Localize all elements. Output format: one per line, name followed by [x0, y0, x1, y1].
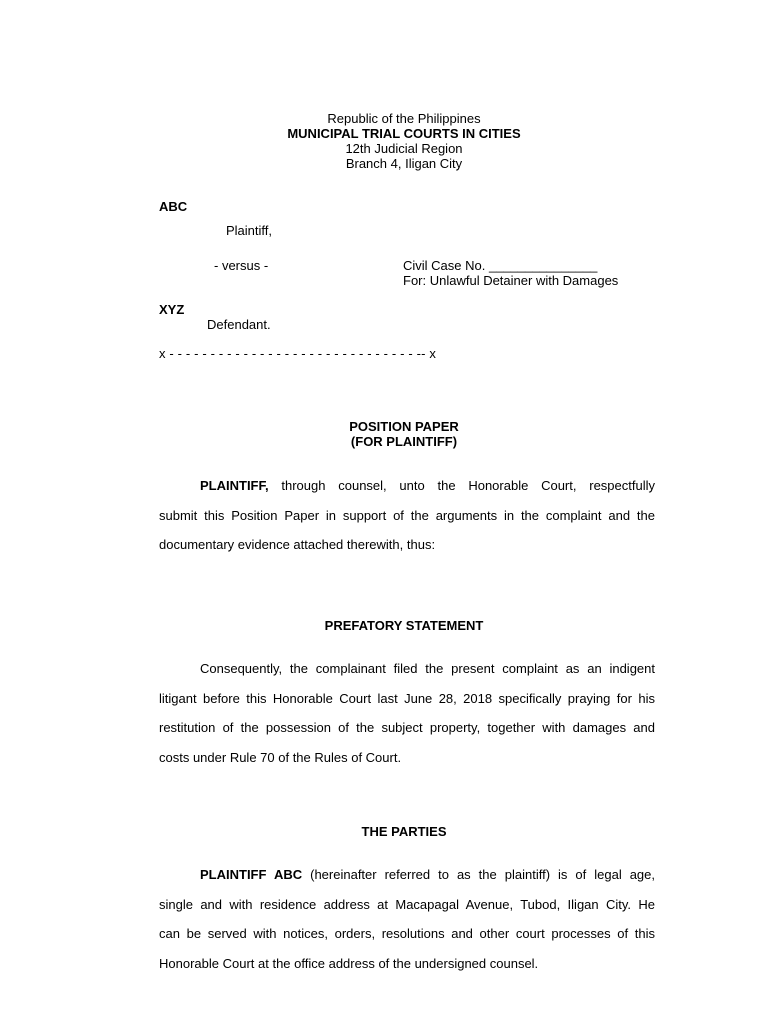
defendant-name: XYZ [159, 302, 185, 317]
prefatory-line-1: Consequently, the complainant filed the present complaint as an indigent [200, 661, 655, 676]
intro-line-2: submit this Position Paper in support of the arguments in the complaint and the [159, 507, 655, 523]
plaintiff-role: Plaintiff, [226, 223, 273, 238]
parties-line-2: single and with residence address at Macapagal Avenue, Tubod, Iligan City. He [159, 896, 655, 912]
prefatory-line-4: costs under Rule 70 of the Rules of Court. [159, 749, 402, 765]
parties-heading: THE PARTIES [361, 824, 447, 839]
document-subtitle: (FOR PLAINTIFF) [350, 434, 458, 449]
header-court: MUNICIPAL TRIAL COURTS IN CITIES [287, 126, 521, 141]
parties-line-4: Honorable Court at the office address of the undersigned counsel. [159, 955, 539, 971]
intro-paragraph [159, 471, 655, 560]
parties-line-3: can be served with notices, orders, resolutions and other court processes of this [159, 926, 655, 941]
parties-line-1: (hereinafter referred to as the plaintiff) is of legal age, [302, 867, 656, 882]
prefatory-line-2: litigant before this Honorable Court last June 28, 2018 specifically praying for his [159, 690, 655, 706]
plaintiff-name: ABC [159, 199, 188, 214]
parties-lead: PLAINTIFF ABC [200, 867, 303, 882]
prefatory-heading: PREFATORY STATEMENT [324, 618, 484, 633]
caption-separator: x - - - - - - - - - - - - - - - - - - - - - - - - - - - - - - -- x [159, 346, 437, 361]
versus-label: - versus - [214, 258, 269, 273]
header-republic: Republic of the Philippines [327, 111, 481, 126]
intro-line-3: documentary evidence attached therewith, thus: [159, 537, 436, 552]
intro-line-1: through counsel, unto the Honorable Court, respectfully [268, 478, 655, 493]
intro-lead: PLAINTIFF, [200, 478, 269, 493]
header-region: 12th Judicial Region [345, 141, 463, 156]
case-nature: For: Unlawful Detainer with Damages [403, 273, 619, 288]
header-branch: Branch 4, Iligan City [345, 156, 463, 171]
defendant-role: Defendant. [207, 317, 271, 332]
prefatory-line-3: restitution of the possession of the subject property, together with damages and [159, 720, 655, 735]
case-number: Civil Case No. _______________ [403, 258, 598, 273]
document-title: POSITION PAPER [349, 419, 459, 434]
prefatory-paragraph [159, 654, 655, 772]
parties-paragraph [159, 860, 655, 978]
